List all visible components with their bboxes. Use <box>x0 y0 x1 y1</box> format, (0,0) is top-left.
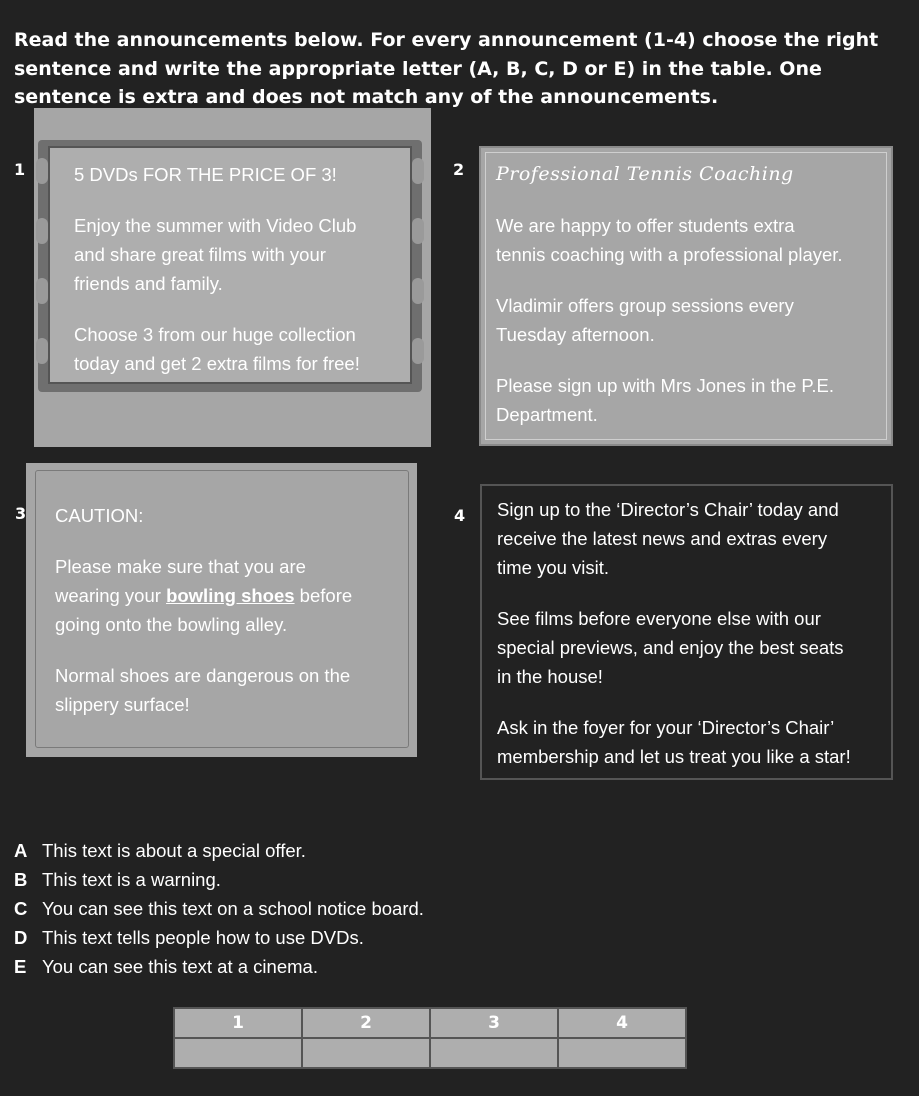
notice-frame <box>35 470 409 748</box>
option-letter: D <box>14 927 28 948</box>
announcement-4-paragraph: Ask in the foyer for your ‘Director’s Chair’ membership and let us treat you like a star! <box>497 717 851 767</box>
option-text: This text is a warning. <box>42 869 221 890</box>
sprocket-hole <box>412 338 424 364</box>
options-list <box>14 836 424 981</box>
announcement-1-headline: 5 DVDs FOR THE PRICE OF 3! <box>74 164 337 185</box>
announcement-4-paragraph: Sign up to the ‘Director’s Chair’ today and receive the latest news and extras every time you visit. <box>497 499 839 578</box>
sprocket-hole <box>412 278 424 304</box>
sprocket-hole <box>36 218 48 244</box>
option-e <box>14 952 424 981</box>
answer-column-header: 3 <box>430 1008 558 1038</box>
announcement-2 <box>479 146 893 446</box>
option-text: You can see this text at a cinema. <box>42 956 318 977</box>
option-text: This text tells people how to use DVDs. <box>42 927 364 948</box>
option-c <box>14 894 424 923</box>
answer-row <box>174 1038 686 1068</box>
option-text: This text is about a special offer. <box>42 840 306 861</box>
option-d <box>14 923 424 952</box>
answer-column-header: 2 <box>302 1008 430 1038</box>
instructions: Read the announcements below. For every announcement (1-4) choose the right sentence and write the appropriate letter (A, B, C, D or E) in the table. One sentence is extra and does not match any of the announcements. <box>14 29 879 108</box>
answer-cell-1[interactable] <box>174 1038 302 1068</box>
answer-table-header-row <box>174 1008 686 1038</box>
sprocket-hole <box>412 158 424 184</box>
announcement-4-paragraph: See films before everyone else with our special previews, and enjoy the best seats in the house! <box>497 608 844 687</box>
answer-column-header: 4 <box>558 1008 686 1038</box>
announcement-2-paragraph: Please sign up with Mrs Jones in the P.E. Department. <box>496 375 834 425</box>
option-text: You can see this text on a school notice board. <box>42 898 424 919</box>
announcement-number-1: 1 <box>14 160 26 179</box>
announcement-3-paragraph: Normal shoes are dangerous on the slippery surface! <box>55 665 351 715</box>
answer-cell-2[interactable] <box>302 1038 430 1068</box>
sprocket-hole <box>36 278 48 304</box>
announcement-number-3: 3 <box>15 504 27 523</box>
announcement-4 <box>480 484 893 780</box>
announcement-2-paragraph: Vladimir offers group sessions every Tuesday afternoon. <box>496 295 794 345</box>
option-letter: B <box>14 869 28 890</box>
emphasized-text: bowling shoes <box>166 585 295 606</box>
answer-cell-4[interactable] <box>558 1038 686 1068</box>
option-a <box>14 836 424 865</box>
option-letter: C <box>14 898 28 919</box>
announcement-number-4: 4 <box>454 506 466 525</box>
announcement-2-title: Professional Tennis Coaching <box>496 163 794 185</box>
announcement-1 <box>48 146 412 384</box>
announcement-1-paragraph: Enjoy the summer with Video Club and share great films with your friends and family. <box>74 215 357 294</box>
sprocket-hole <box>36 158 48 184</box>
sprocket-hole <box>36 338 48 364</box>
answer-cell-3[interactable] <box>430 1038 558 1068</box>
announcement-3-heading: CAUTION: <box>55 505 144 526</box>
answer-table <box>173 1007 687 1069</box>
option-b <box>14 865 424 894</box>
announcement-number-2: 2 <box>453 160 465 179</box>
announcement-1-paragraph: Choose 3 from our huge collection today and get 2 extra films for free! <box>74 324 360 374</box>
announcement-3-text: before going onto the bowling alley. <box>55 585 353 635</box>
option-letter: A <box>14 840 28 861</box>
announcement-2-paragraph: We are happy to offer students extra tennis coaching with a professional player. <box>496 215 843 265</box>
answer-column-header: 1 <box>174 1008 302 1038</box>
announcement-3-text: Please make sure that you are wearing your <box>55 556 306 606</box>
sprocket-hole <box>412 218 424 244</box>
option-letter: E <box>14 956 27 977</box>
